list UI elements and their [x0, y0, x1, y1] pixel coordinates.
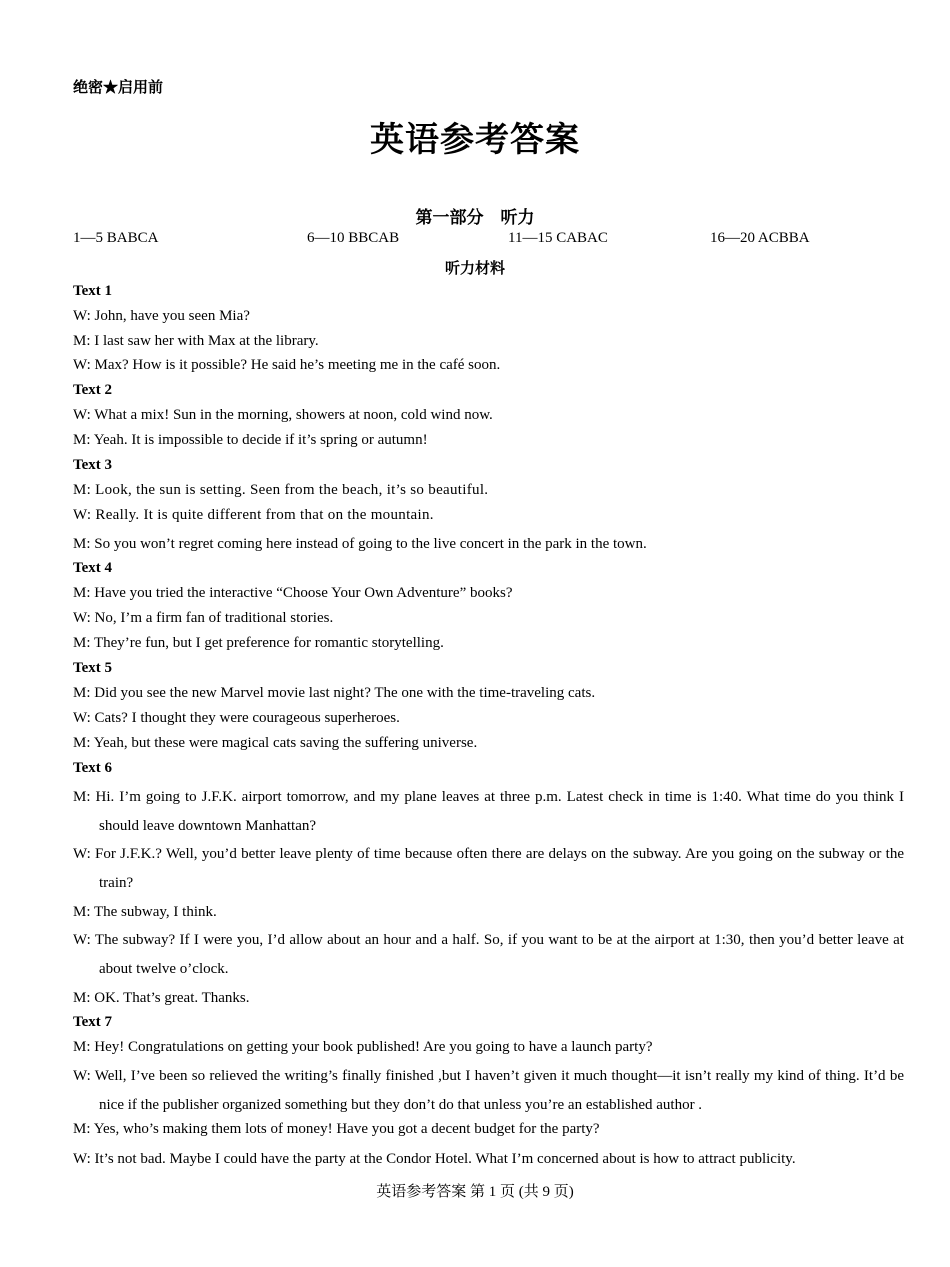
dialogue-line: M: Yes, who’s making them lots of money! Have you got a decent budget for the party? [73, 1121, 600, 1137]
dialogue-line: M: I last saw her with Max at the library. [73, 333, 319, 349]
material-title: 听力材料 [444, 261, 505, 277]
dialogue-line: W: Well, I’ve been so relieved the writing’s finally finished ,but I haven’t given it much thought—it isn’t really my kind of thing. It’d be nice if the publisher organized something but they don’t do that unless you’re an established author . [73, 1068, 904, 1113]
text-heading: Text 5 [73, 660, 113, 676]
dialogue-line: M: The subway, I think. [73, 904, 217, 920]
page-title: 英语参考答案 [370, 122, 580, 159]
text-heading: Text 7 [73, 1014, 113, 1030]
dialogue-line: W: John, have you seen Mia? [73, 308, 250, 324]
answer-group-1: 1—5 BABCA [73, 230, 159, 246]
dialogue-line: M: So you won’t regret coming here instead of going to the live concert in the park in the town. [73, 536, 647, 552]
text-heading: Text 1 [73, 283, 113, 299]
dialogue-line: M: Did you see the new Marvel movie last night? The one with the time-traveling cats. [73, 685, 596, 701]
page-footer: 英语参考答案 第 1 页 (共 9 页) [376, 1184, 574, 1200]
dialogue-line: M: Hi. I’m going to J.F.K. airport tomorrow, and my plane leaves at three p.m. Latest check in time is 1:40. What time do you think I should leave downtown Manhattan? [73, 789, 904, 834]
dialogue-line: W: The subway? If I were you, I’d allow about an hour and a half. So, if you want to be at the airport at 1:30, then you’d better leave at about twelve o’clock. [73, 932, 904, 977]
dialogue-line: M: Have you tried the interactive “Choose Your Own Adventure” books? [73, 585, 513, 601]
text-heading: Text 4 [73, 560, 113, 576]
dialogue-line: M: Hey! Congratulations on getting your book published! Are you going to have a launch party? [73, 1039, 653, 1055]
dialogue-line: W: For J.F.K.? Well, you’d better leave plenty of time because often there are delays on the subway. Are you going on the subway or the train? [73, 846, 904, 891]
dialogue-line: W: It’s not bad. Maybe I could have the party at the Condor Hotel. What I’m concerned about is how to attract publicity. [73, 1151, 796, 1167]
answer-group-2: 6—10 BBCAB [307, 230, 400, 246]
text-heading: Text 3 [73, 457, 113, 473]
dialogue-line: M: Look, the sun is setting. Seen from the beach, it’s so beautiful. [73, 482, 489, 498]
dialogue-line: W: What a mix! Sun in the morning, showers at noon, cold wind now. [73, 407, 493, 423]
confidential-label: 绝密★启用前 [73, 80, 164, 96]
dialogue-line: M: They’re fun, but I get preference for romantic storytelling. [73, 635, 444, 651]
section-title: 第一部分 听力 [415, 208, 535, 227]
dialogue-line: M: OK. That’s great. Thanks. [73, 990, 250, 1006]
answer-group-3: 11—15 CABAC [508, 230, 608, 246]
text-heading: Text 6 [73, 760, 113, 776]
dialogue-line: M: Yeah. It is impossible to decide if it’s spring or autumn! [73, 432, 428, 448]
answer-group-4: 16—20 ACBBA [710, 230, 810, 246]
dialogue-line: W: No, I’m a firm fan of traditional stories. [73, 610, 334, 626]
text-heading: Text 2 [73, 382, 113, 398]
dialogue-line: W: Max? How is it possible? He said he’s meeting me in the café soon. [73, 357, 501, 373]
dialogue-line: W: Cats? I thought they were courageous superheroes. [73, 710, 400, 726]
dialogue-line: M: Yeah, but these were magical cats saving the suffering universe. [73, 735, 478, 751]
dialogue-line: W: Really. It is quite different from that on the mountain. [73, 507, 434, 523]
